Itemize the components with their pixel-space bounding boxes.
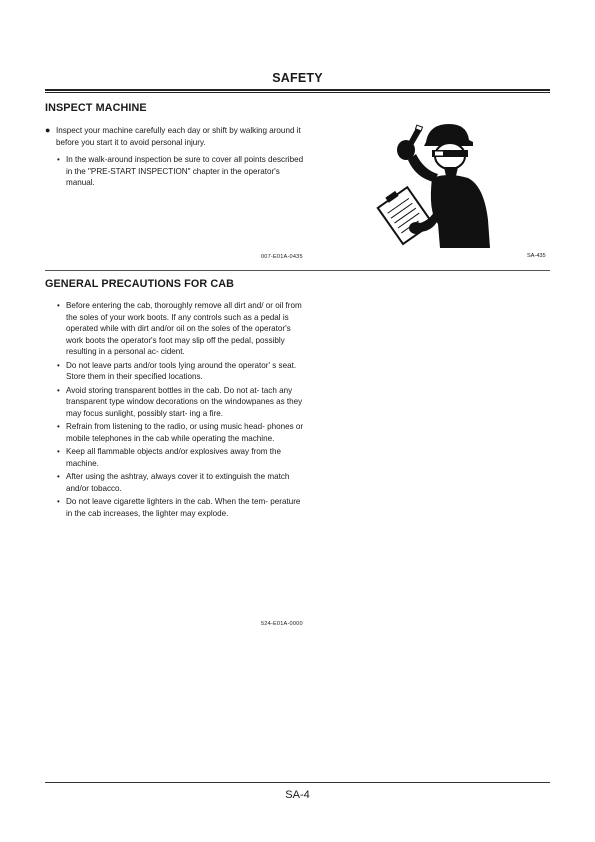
list-item-text: Before entering the cab, thoroughly remove all dirt and/ or oil from the soles of your work boots. If any controls such as a pedal is operated while with dirt and/or oil on the soles of the operator's work boots the operator's foot may slip off the pedal, possibly resulting in a personal ac- cident. <box>66 301 302 357</box>
bullet-dot: • <box>57 422 60 432</box>
bullet-dot: ● <box>45 125 51 135</box>
main-bullet-text: Inspect your machine carefully each day or shift by walking around it before you start it to avoid personal injury. <box>56 126 301 147</box>
bullet-dot: • <box>57 447 60 457</box>
list-item-text: After using the ashtray, always cover it to extinguish the match and/or tobacco. <box>66 472 290 493</box>
section-divider <box>45 270 550 271</box>
sub-bullet-text: In the walk-around inspection be sure to cover all points described in the "PRE-START INSPECTION" chapter in the operator's manual. <box>66 155 304 188</box>
section-code: 007-E01A-0435 <box>261 254 303 260</box>
section-code: 524-E01A-0000 <box>261 621 303 627</box>
bullet-dot: • <box>57 472 60 482</box>
footer-rule <box>45 782 550 783</box>
figure-code: SA-435 <box>527 253 546 259</box>
precautions-list <box>57 300 307 521</box>
list-item <box>57 360 307 383</box>
bullet-dot: • <box>57 155 60 164</box>
section-title-general-precautions: GENERAL PRECAUTIONS FOR CAB <box>45 278 235 290</box>
list-item <box>57 471 307 494</box>
page-number: SA-4 <box>285 789 310 801</box>
header-rule-thin <box>45 92 550 93</box>
header-rule-thick <box>45 89 550 91</box>
inspector-with-clipboard-icon <box>372 120 494 250</box>
list-item <box>57 300 307 358</box>
list-item-text: Avoid storing transparent bottles in the cab. Do not at- tach any transparent type window decorations on the windowpanes as they may focus sunlight, possibly start- ing a fire. <box>66 385 303 418</box>
list-item-text: Do not leave parts and/or tools lying around the operator' s seat. Store them in their specified locations. <box>66 360 297 382</box>
bullet-dot: • <box>57 301 60 310</box>
list-item <box>57 385 307 420</box>
list-item <box>57 421 307 444</box>
bullet-dot: • <box>57 360 60 370</box>
list-item <box>57 446 307 469</box>
bullet-dot: • <box>57 385 60 395</box>
list-item-text: Refrain from listening to the radio, or using music head- phones or mobile telephones in the cab while operating the machine. <box>66 422 304 443</box>
list-item-text: Do not leave cigarette lighters in the cab. When the tem- perature in the cab increases, the lighter may explode. <box>66 497 301 518</box>
bullet-dot: • <box>57 497 60 507</box>
list-item-text: Keep all flammable objects and/or explosives away from the machine. <box>66 447 282 468</box>
page-header-title: SAFETY <box>272 71 323 85</box>
list-item <box>57 496 307 519</box>
section-title-inspect-machine: INSPECT MACHINE <box>45 102 147 114</box>
